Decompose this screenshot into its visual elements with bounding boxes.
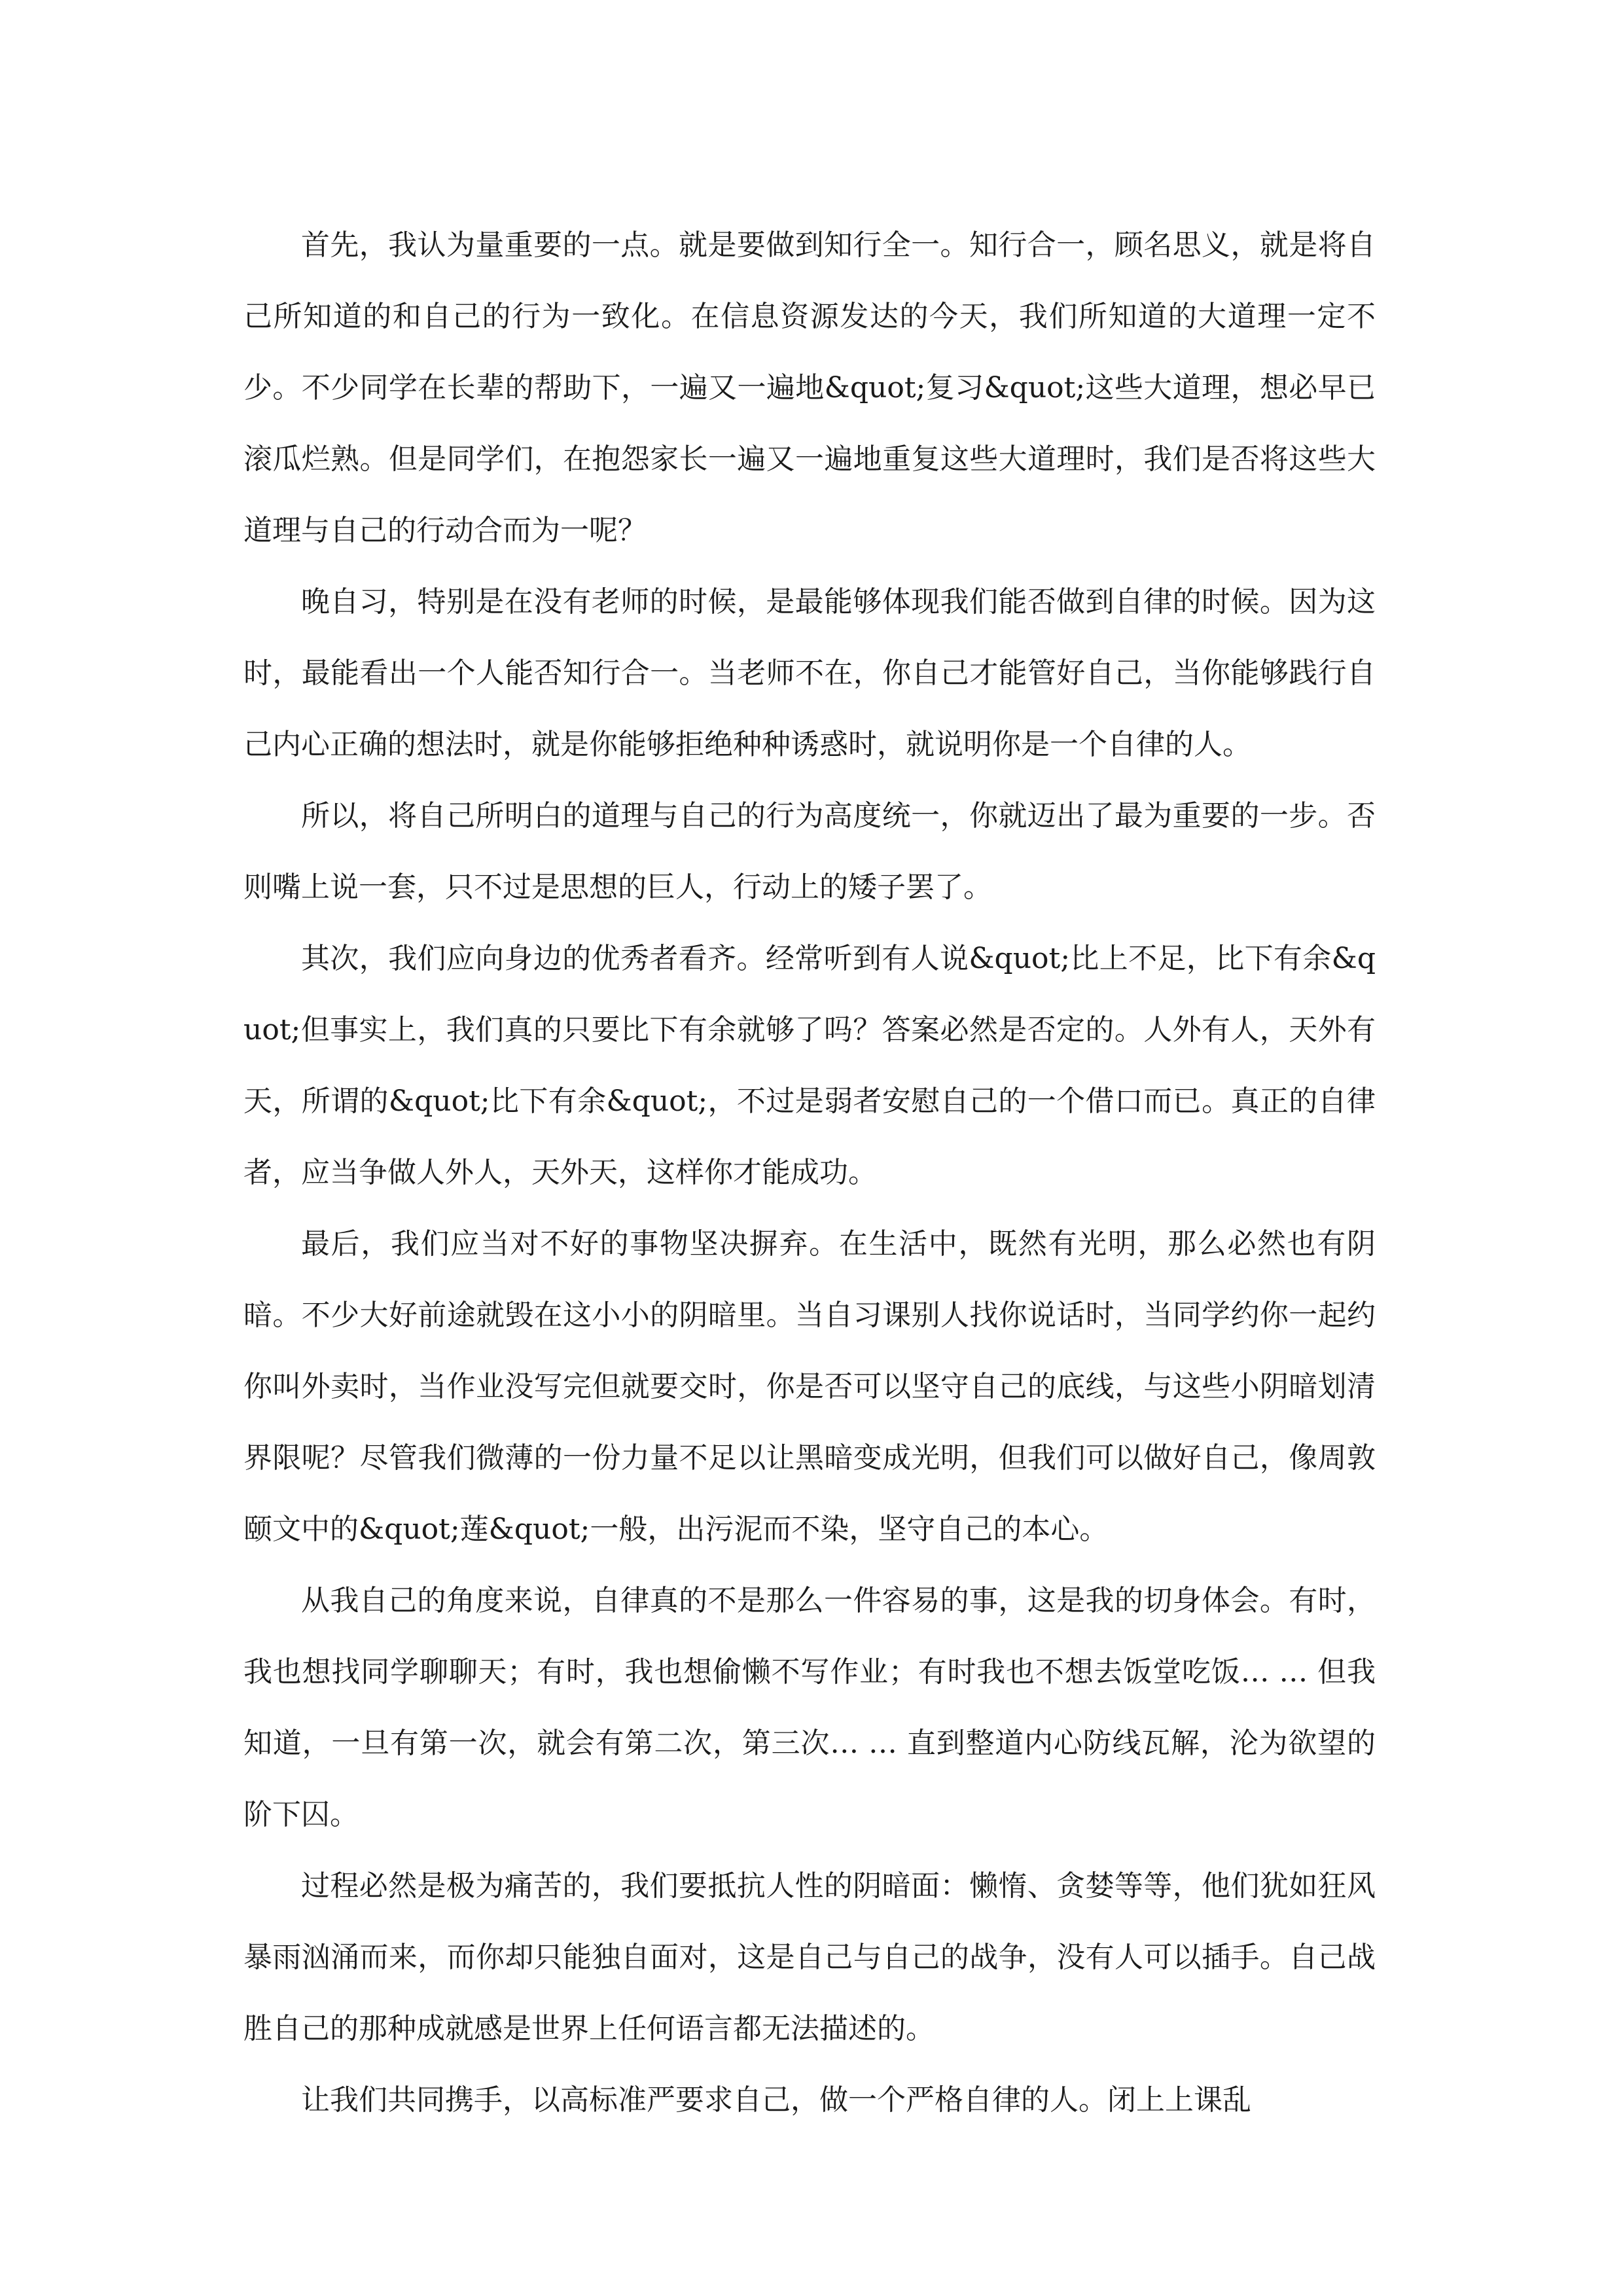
paragraph-1: 首先，我认为量重要的一点。就是要做到知行全一。知行合一，顾名思义，就是将自己所知道的和自己的行为一致化。在信息资源发达的今天，我们所知道的大道理一定不少。不少同学在长辈的帮助下，一遍又一遍地&quot;复习&quot;这些大道理，想必早已滚瓜烂熟。但是同学们，在抱怨家长一遍又一遍地重复这些大道理时，我们是否将这些大道理与自己的行动合而为一呢？	[243, 228, 1376, 547]
paragraph-3: 所以，将自己所明白的道理与自己的行为高度统一，你就迈出了最为重要的一步。否则嘴上说一套，只不过是思想的巨人，行动上的矮子罢了。	[243, 799, 1376, 904]
paragraph-6: 从我自己的角度来说，自律真的不是那么一件容易的事，这是我的切身体会。有时，我也想找同学聊聊天；有时，我也想偷懒不写作业；有时我也不想去饭堂吃饭… … 但我知道，一旦有第一次，就会有第二次，第三次… … 直到整道内心防线瓦解，沦为欲望的阶下囚。	[243, 1584, 1376, 1831]
document-body	[243, 209, 1376, 2136]
paragraph-2: 晚自习，特别是在没有老师的时候，是最能够体现我们能否做到自律的时候。因为这时，最能看出一个人能否知行合一。当老师不在，你自己才能管好自己，当你能够践行自己内心正确的想法时，就是你能够拒绝种种诱惑时，就说明你是一个自律的人。	[243, 585, 1376, 761]
paragraph-7: 过程必然是极为痛苦的，我们要抵抗人性的阴暗面：懒惰、贪婪等等，他们犹如狂风暴雨汹涌而来，而你却只能独自面对，这是自己与自己的战争，没有人可以插手。自己战胜自己的那种成就感是世界上任何语言都无法描述的。	[243, 1869, 1376, 2045]
paragraph-5: 最后，我们应当对不好的事物坚决摒弃。在生活中，既然有光明，那么必然也有阴暗。不少大好前途就毁在这小小的阴暗里。当自习课别人找你说话时，当同学约你一起约你叫外卖时，当作业没写完但就要交时，你是否可以坚守自己的底线，与这些小阴暗划清界限呢？尽管我们微薄的一份力量不足以让黑暗变成光明，但我们可以做好自己，像周敦颐文中的&quot;莲&quot;一般，出污泥而不染，坚守自己的本心。	[243, 1227, 1376, 1546]
paragraph-8: 让我们共同携手，以高标准严要求自己，做一个严格自律的人。闭上上课乱	[301, 2083, 1251, 2117]
paragraph-4: 其次，我们应向身边的优秀者看齐。经常听到有人说&quot;比上不足，比下有余&quot;但事实上，我们真的只要比下有余就够了吗？答案必然是否定的。人外有人，天外有天，所谓的&quot;比下有余&quot;，不过是弱者安慰自己的一个借口而已。真正的自律者，应当争做人外人，天外天，这样你才能成功。	[243, 942, 1376, 1189]
